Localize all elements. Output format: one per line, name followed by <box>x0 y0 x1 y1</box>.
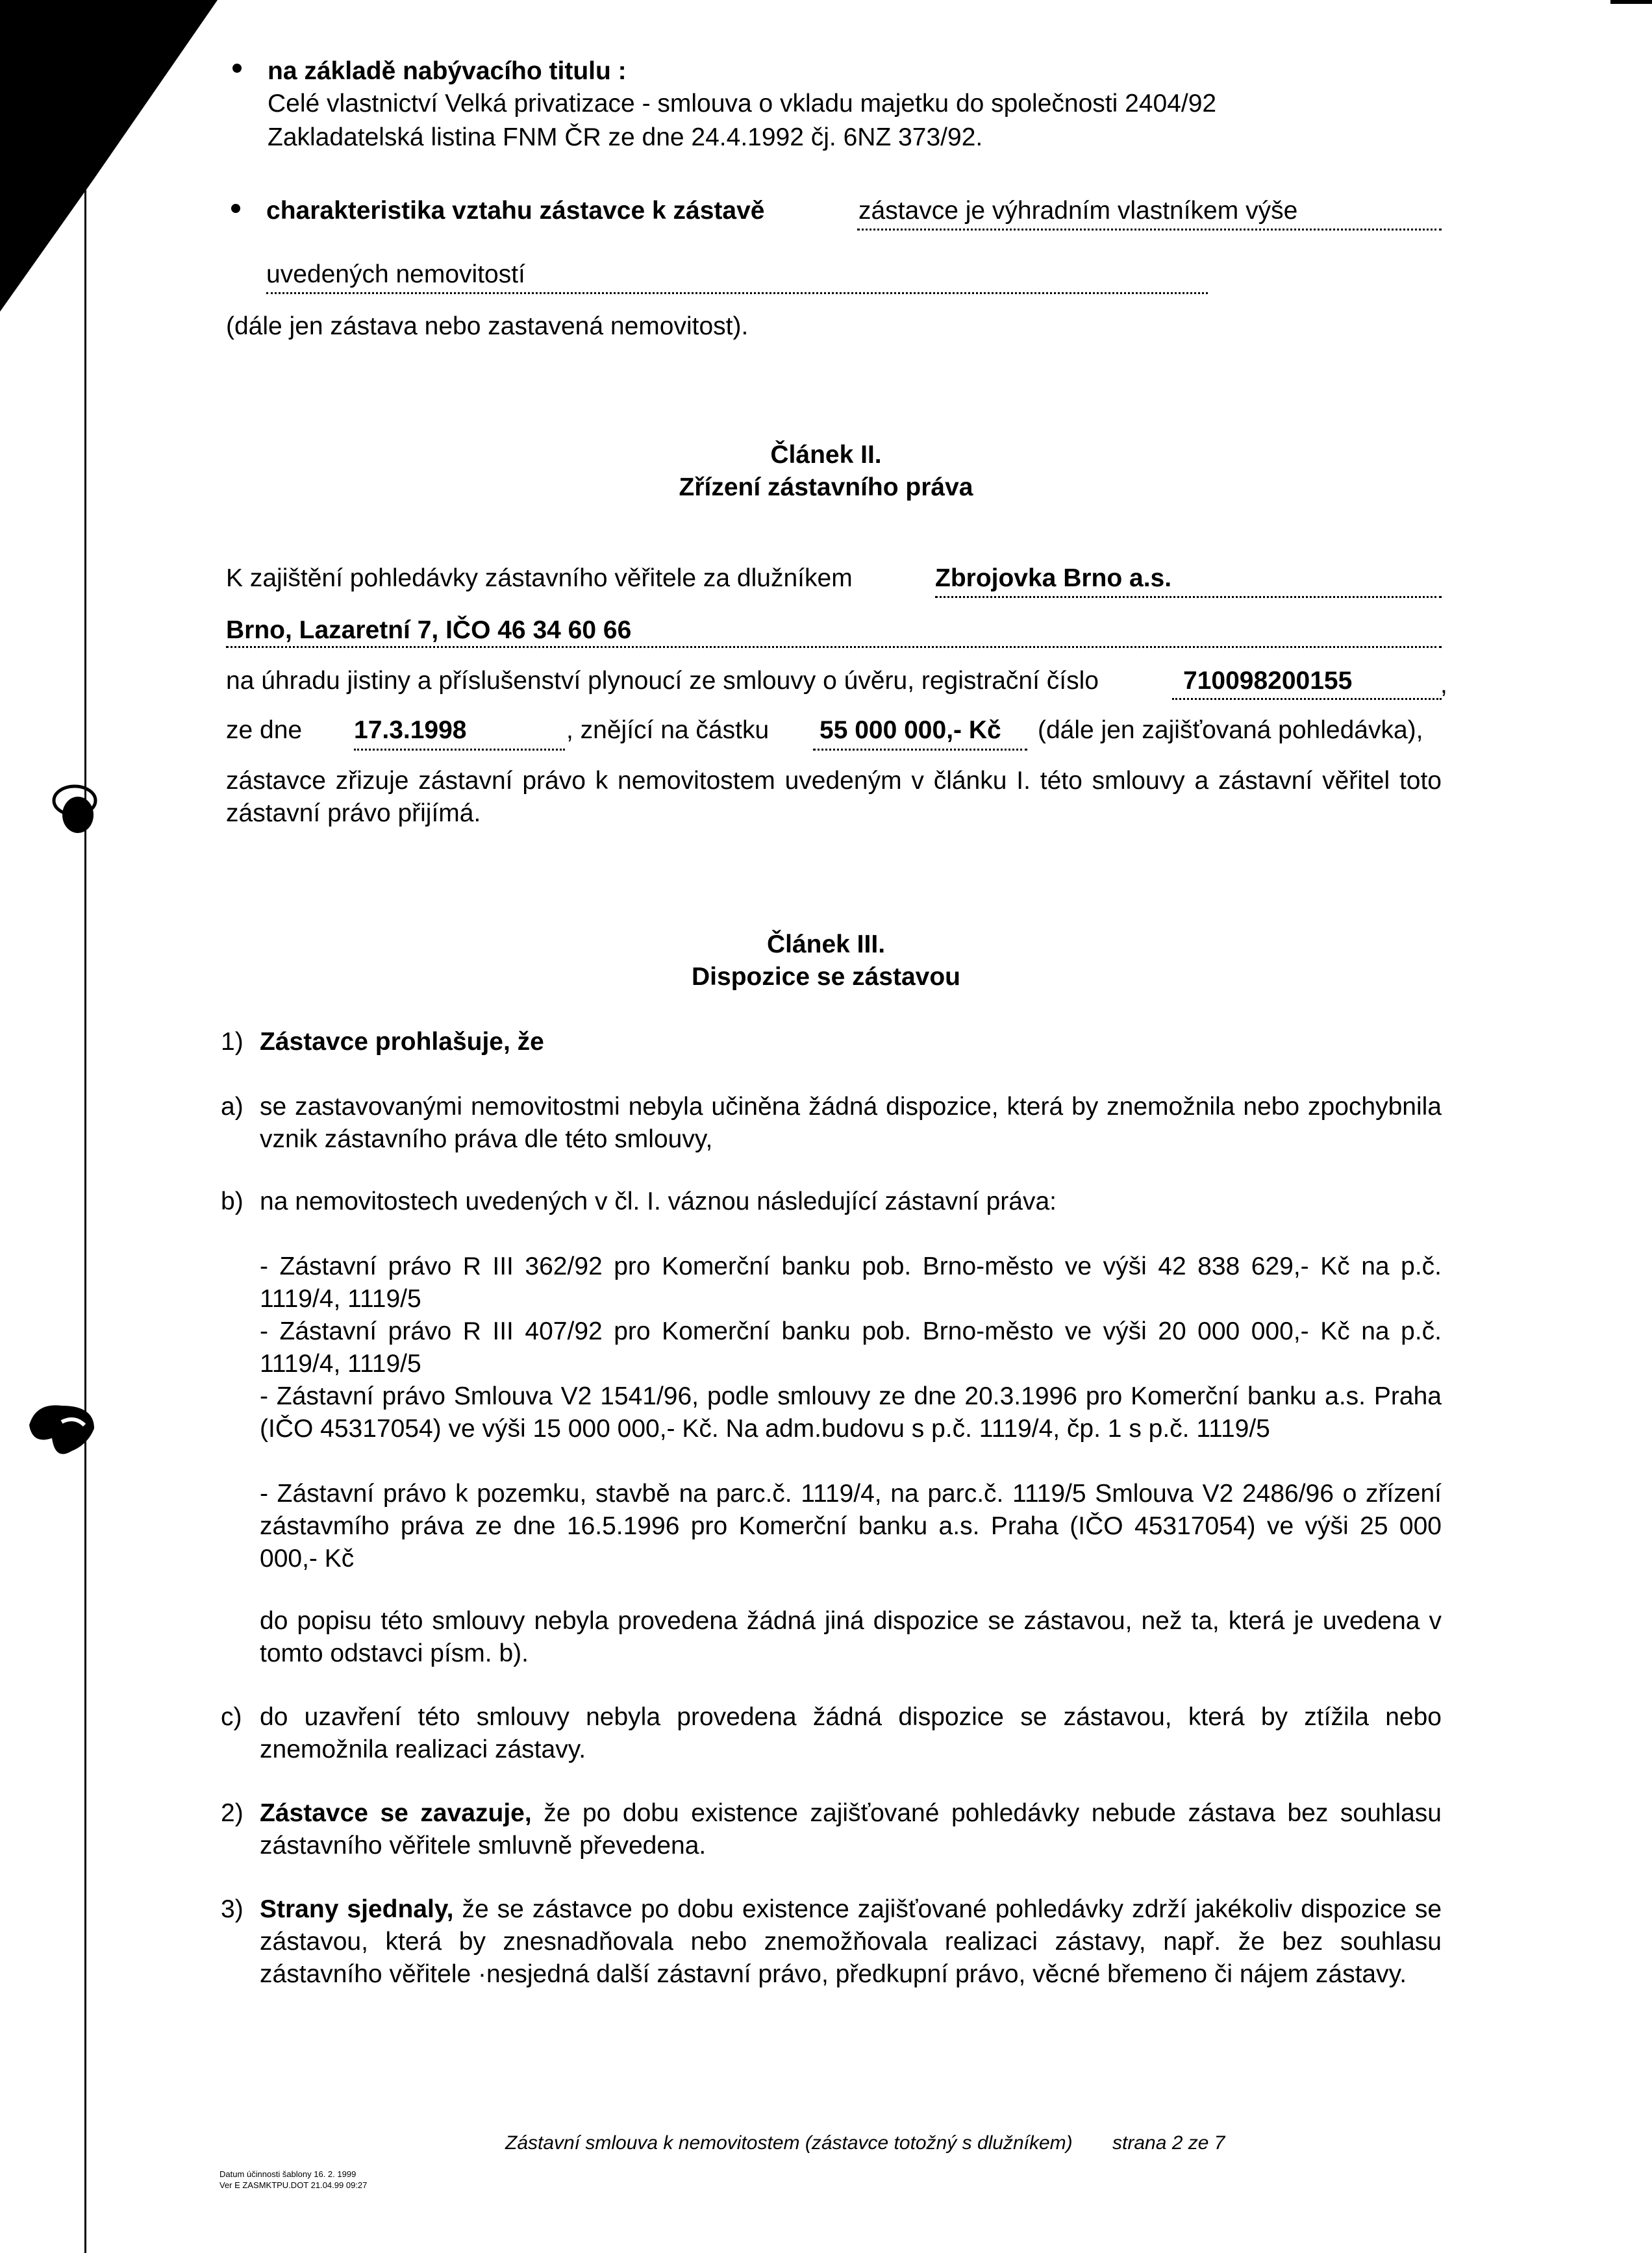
item-b-marker: b) <box>221 1188 244 1215</box>
binder-edge-line <box>84 182 86 2253</box>
fill-line <box>935 596 1442 598</box>
fill-line <box>857 229 1442 230</box>
article-3-heading: Článek III. <box>766 930 886 958</box>
item-c-marker: c) <box>221 1703 242 1731</box>
lien-item: - Zástavní právo k pozemku, stavbě na parc.č. 1119/4, na parc.č. 1119/5 Smlouva V2 2486/96 o zřízení zástavmího práva ze dne 16.5.1996 pro Komerční banku a.s. Praha (IČO 45317054) ve výši 25 000 000,- Kč <box>260 1480 1442 1573</box>
paragraph-2-text: že po dobu existence zajišťované pohledávky nebude zástava bez souhlasu zástavního věřitele smluvně převedena. <box>260 1799 1442 1860</box>
article-3-title: Dispozice se zástavou <box>692 963 960 991</box>
loan-amount: 55 000 000,- Kč <box>820 716 1001 744</box>
loan-date: 17.3.1998 <box>354 716 467 744</box>
fill-line <box>226 646 1442 648</box>
paragraph-3-bold: Strany sjednaly, <box>260 1895 454 1923</box>
binder-hole-top <box>42 776 107 841</box>
loan-text: na úhradu jistiny a příslušenství plynoucí ze smlouvy o úvěru, registrační číslo <box>226 667 1099 695</box>
paragraph-3 <box>260 1893 1442 1991</box>
fill-line <box>813 749 1027 751</box>
amount-label: , znějící na částku <box>566 716 770 744</box>
registration-number: 710098200155 <box>1183 667 1353 695</box>
acquisition-line-2: Zakladatelská listina FNM ČR ze dne 24.4.1992 čj. 6NZ 373/92. <box>268 123 983 151</box>
debtor-name: Zbrojovka Brno a.s. <box>935 564 1172 592</box>
item-a-text: se zastavovanými nemovitostmi nebyla učiněna žádná dispozice, která by znemožnila nebo zpochybnila vznik zástavního práva dle této smlouvy, <box>260 1093 1442 1153</box>
paragraph-2-number: 2) <box>221 1799 244 1827</box>
paragraph-1-title: Zástavce prohlašuje, že <box>260 1028 544 1056</box>
template-version: Ver E ZASMKTPU.DOT 21.04.99 09:27 <box>219 2180 368 2190</box>
binder-hole-bottom <box>23 1399 101 1464</box>
article-2-heading: Článek II. <box>770 441 882 469</box>
fill-line <box>266 292 1208 294</box>
fill-line <box>354 749 565 751</box>
template-date: Datum účinnosti šablony 16. 2. 1999 <box>219 2169 357 2179</box>
lien-item: - Zástavní právo R III 407/92 pro Komerční banku pob. Brno-město ve výši 20 000 000,- Kč na p.č. 1119/4, 1119/5 <box>260 1317 1442 1378</box>
amount-suffix: (dále jen zajišťovaná pohledávka), <box>1038 716 1423 744</box>
relation-value-1: zástavce je výhradním vlastníkem výše <box>858 197 1298 225</box>
footer-page-info: strana 2 ze 7 <box>1112 2132 1225 2154</box>
article-2-closing: zástavce zřizuje zástavní právo k nemovitostem uvedeným v článku I. této smlouvy a zástavní věřitel toto zástavní právo přijímá. <box>226 767 1442 827</box>
item-c-text: do uzavření této smlouvy nebyla provedena žádná dispozice se zástavou, která by ztížila nebo znemožnila realizaci zástavy. <box>260 1703 1442 1763</box>
item-b-text: na nemovitostech uvedených v čl. I. váznou následující zástavní práva: <box>260 1188 1057 1215</box>
paragraph-2-bold: Zástavce se zavazuje, <box>260 1799 532 1827</box>
acquisition-title-label: na základě nabývacího titulu : <box>268 57 627 85</box>
paragraph-3-text: že se zástavce po dobu existence zajišťované pohledávky zdrží jakékoliv dispozice se zástavou, která by znesnadňovala nebo znemožňovala realizaci zástavy, např. že bez souhlasu zástavního věřitele ·nesjedná další zástavní právo, předkupní právo, věcné břemeno či nájem zástavy. <box>260 1895 1442 1988</box>
scan-edge-mark <box>1610 0 1652 4</box>
debtor-address: Brno, Lazaretní 7, IČO 46 34 60 66 <box>226 616 632 644</box>
footer-doc-title: Zástavní smlouva k nemovitostem (zástavce totožný s dlužníkem) <box>505 2132 1073 2154</box>
relation-label: charakteristika vztahu zástavce k zástavě <box>266 197 765 225</box>
acquisition-line-1: Celé vlastnictví Velká privatizace - smlouva o vkladu majetku do společnosti 2404/92 <box>268 90 1217 118</box>
claim-intro: K zajištění pohledávky zástavního věřitele za dlužníkem <box>226 564 853 592</box>
lien-item: - Zástavní právo Smlouva V2 1541/96, podle smlouvy ze dne 20.3.1996 pro Komerční banku a.s. Praha (IČO 45317054) ve výši 15 000 000,- Kč. Na adm.budovu s p.č. 1119/4, čp. 1 s p.č. 1119/5 <box>260 1382 1442 1443</box>
bullet-icon <box>231 204 240 213</box>
article-2-title: Zřízení zástavního práva <box>679 473 973 501</box>
scan-shadow-corner <box>0 0 221 403</box>
relation-value-2: uvedených nemovitostí <box>266 260 525 288</box>
paragraph-1-number: 1) <box>221 1028 244 1056</box>
pledge-definition: (dále jen zástava nebo zastavená nemovitost). <box>226 312 749 340</box>
paragraph-2 <box>260 1797 1442 1862</box>
bullet-icon <box>232 64 242 73</box>
date-label: ze dne <box>226 716 303 744</box>
comma: , <box>1440 671 1447 699</box>
lien-item: - Zástavní právo R III 362/92 pro Komerční banku pob. Brno-město ve výši 42 838 629,- Kč na p.č. 1119/4, 1119/5 <box>260 1252 1442 1313</box>
fill-line <box>1172 698 1442 700</box>
item-a-marker: a) <box>221 1093 244 1121</box>
item-b-closing: do popisu této smlouvy nebyla provedena žádná jiná dispozice se zástavou, než ta, která je uvedena v tomto odstavci písm. b). <box>260 1607 1442 1667</box>
paragraph-3-number: 3) <box>221 1895 244 1923</box>
